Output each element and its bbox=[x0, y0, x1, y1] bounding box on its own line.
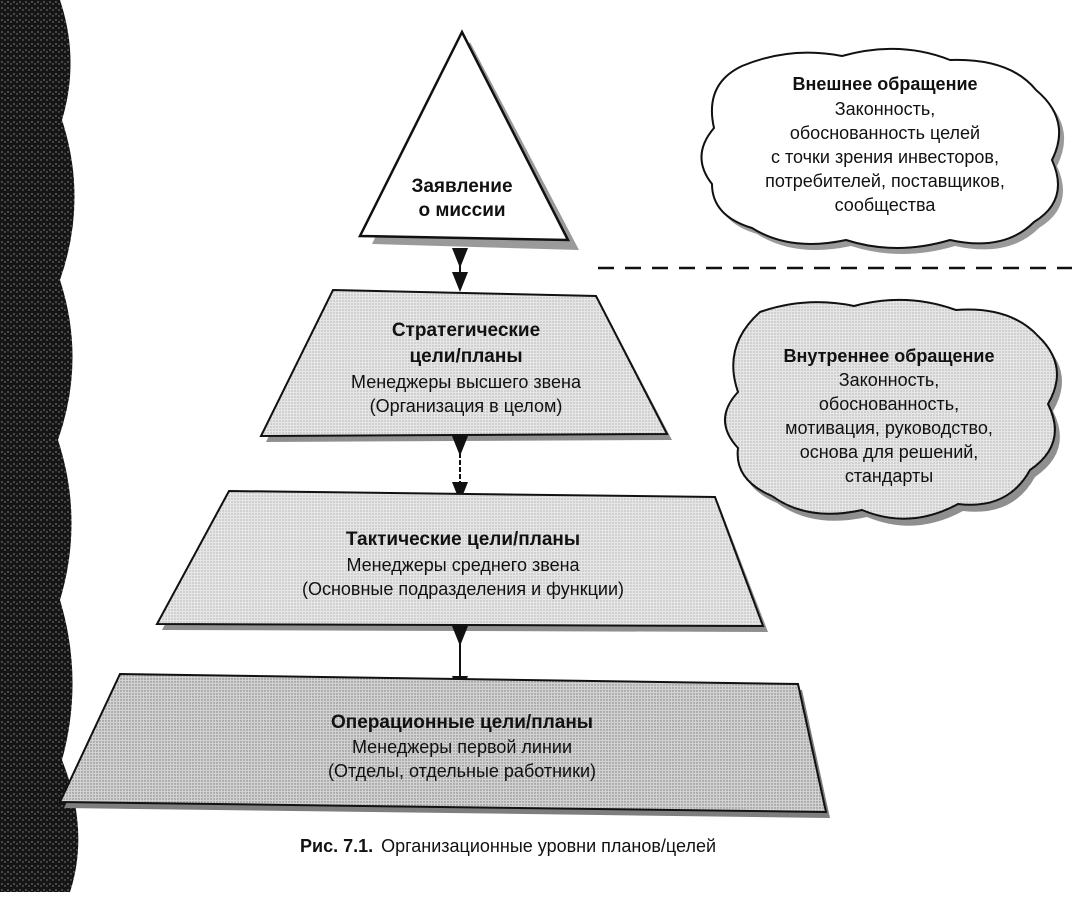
internal-line: мотивация, руководство, bbox=[785, 418, 993, 438]
strategic-line2: (Организация в целом) bbox=[369, 396, 563, 416]
operational-title: Операционные цели/планы bbox=[330, 712, 594, 733]
external-line: с точки зрения инвесторов, bbox=[771, 147, 999, 167]
scan-edge bbox=[0, 0, 78, 892]
tactical-title: Тактические цели/планы bbox=[345, 529, 581, 550]
strategic-level bbox=[261, 290, 672, 442]
operational-line1: Менеджеры первой линии bbox=[351, 737, 573, 757]
internal-line: обоснованность, bbox=[818, 394, 960, 414]
strategic-line1: Менеджеры высшего звена bbox=[351, 372, 581, 392]
figure-caption bbox=[300, 836, 716, 856]
external-title: Внешнее обращение bbox=[792, 74, 978, 94]
internal-line: основа для решений, bbox=[799, 442, 979, 462]
external-line: сообщества bbox=[834, 195, 936, 215]
internal-cloud bbox=[725, 300, 1062, 526]
mission-level bbox=[360, 32, 579, 250]
mission-line1: Заявление bbox=[411, 176, 513, 197]
caption-label: Рис. 7.1. bbox=[300, 836, 374, 856]
internal-title: Внутреннее обращение bbox=[783, 346, 995, 366]
tactical-level bbox=[157, 491, 768, 632]
internal-line: Законность, bbox=[838, 370, 940, 390]
caption-text: Организационные уровни планов/целей bbox=[381, 836, 717, 856]
mission-line2: о миссии bbox=[418, 200, 506, 221]
tactical-line2: (Основные подразделения и функции) bbox=[301, 579, 625, 599]
external-cloud bbox=[701, 49, 1064, 254]
operational-level bbox=[60, 674, 830, 818]
external-line: потребителей, поставщиков, bbox=[765, 171, 1005, 191]
strategic-title2: цели/планы bbox=[409, 346, 523, 367]
strategic-title1: Стратегические bbox=[391, 320, 541, 341]
operational-line2: (Отделы, отдельные работники) bbox=[327, 761, 597, 781]
external-line: Законность, bbox=[834, 99, 936, 119]
tactical-line1: Менеджеры среднего звена bbox=[346, 555, 580, 575]
external-line: обоснованность целей bbox=[789, 123, 981, 143]
internal-line: стандарты bbox=[844, 466, 934, 486]
